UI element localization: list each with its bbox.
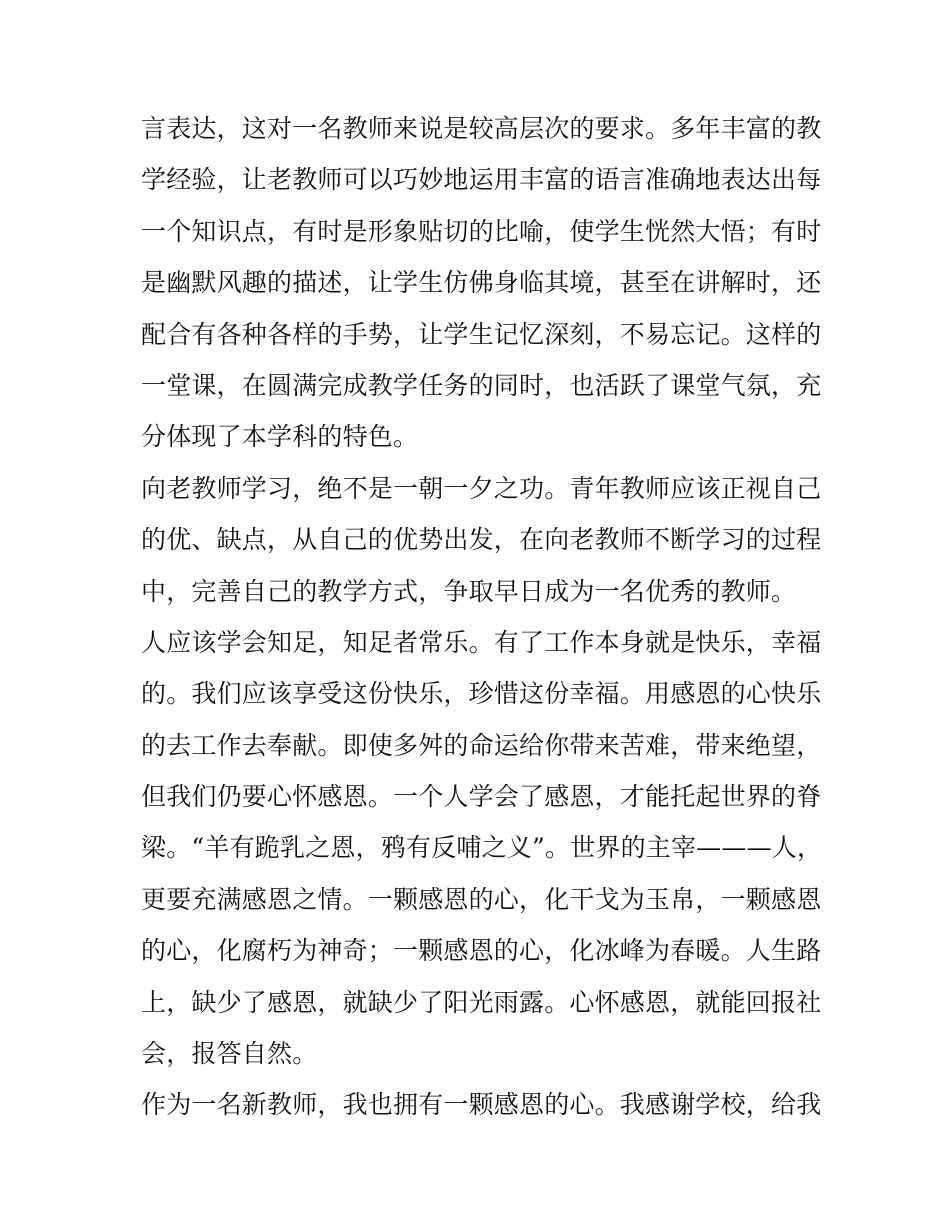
body-text bbox=[141, 103, 823, 1131]
text-line: 人应该学会知足，知足者常乐。有了工作本身就是快乐，幸福 bbox=[141, 627, 822, 657]
text-line: 的心，化腐朽为神奇；一颗感恩的心，化冰峰为春暖。人生路 bbox=[141, 936, 822, 966]
text-line: 配合有各种各样的手势，让学生记忆深刻，不易忘记。这样的 bbox=[141, 319, 822, 349]
text-line: 分体现了本学科的特色。 bbox=[141, 422, 419, 452]
text-line: 一个知识点，有时是形象贴切的比喻，使学生恍然大悟；有时 bbox=[141, 216, 822, 246]
text-line: 向老教师学习，绝不是一朝一夕之功。青年教师应该正视自己 bbox=[141, 473, 822, 503]
text-line: 会，报答自然。 bbox=[141, 1039, 318, 1069]
text-line: 的去工作去奉献。即使多舛的命运给你带来苦难，带来绝望， bbox=[141, 730, 822, 760]
text-line: 但我们仍要心怀感恩。一个人学会了感恩，才能托起世界的脊 bbox=[141, 782, 822, 812]
text-line: 言表达，这对一名教师来说是较高层次的要求。多年丰富的教 bbox=[141, 114, 822, 143]
text-line: 更要充满感恩之情。一颗感恩的心，化干戈为玉帛，一颗感恩 bbox=[141, 884, 822, 914]
text-line: 梁。“羊有跪乳之恩，鸦有反哺之义”。世界的主宰———人， bbox=[141, 833, 823, 863]
text-line: 的优、缺点，从自己的优势出发，在向老教师不断学习的过程 bbox=[141, 525, 822, 555]
text-line: 上，缺少了感恩，就缺少了阳光雨露。心怀感恩，就能回报社 bbox=[141, 987, 822, 1017]
text-line: 一堂课，在圆满完成教学任务的同时，也活跃了课堂气氛，充 bbox=[141, 370, 822, 400]
text-line: 中，完善自己的教学方式，争取早日成为一名优秀的教师。 bbox=[141, 576, 797, 606]
text-line: 学经验，让老教师可以巧妙地运用丰富的语言准确地表达出每 bbox=[141, 165, 822, 195]
text-line: 的。我们应该享受这份快乐，珍惜这份幸福。用感恩的心快乐 bbox=[141, 679, 822, 709]
text-line: 作为一名新教师，我也拥有一颗感恩的心。我感谢学校，给我 bbox=[141, 1090, 822, 1120]
text-line: 是幽默风趣的描述，让学生仿佛身临其境，甚至在讲解时，还 bbox=[141, 268, 822, 298]
